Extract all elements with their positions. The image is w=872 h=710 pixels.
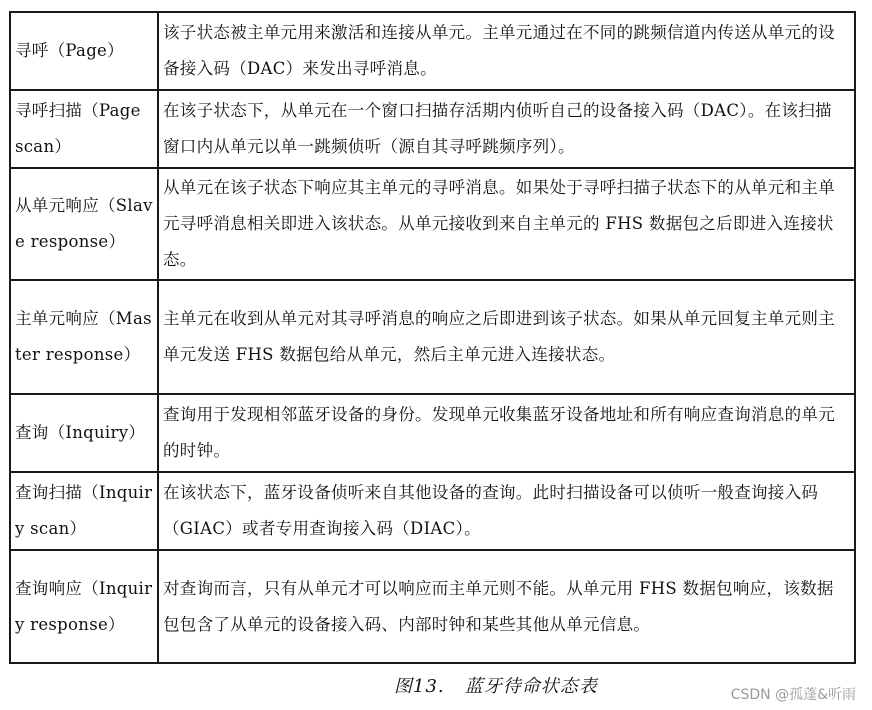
state-description-cell: 在该子状态下，从单元在一个窗口扫描存活期内侦听自己的设备接入码（DAC）。在该扫描窗口内从单元以单一跳频侦听（源自其寻呼跳频序列）。 <box>158 90 855 168</box>
state-name-cell: 寻呼（Page） <box>10 12 158 90</box>
bluetooth-standby-state-table <box>9 11 856 664</box>
state-description-cell: 对查询而言，只有从单元才可以响应而主单元则不能。从单元用 FHS 数据包响应，该数据包包含了从单元的设备接入码、内部时钟和某些其他从单元信息。 <box>158 550 855 663</box>
watermark: CSDN @孤蓬&听雨 <box>730 687 856 703</box>
table-row <box>10 90 855 168</box>
state-name-cell: 查询响应（Inquiry response） <box>10 550 158 663</box>
state-description-cell: 该子状态被主单元用来激活和连接从单元。主单元通过在不同的跳频信道内传送从单元的设备接入码（DAC）来发出寻呼消息。 <box>158 12 855 90</box>
state-description-cell: 主单元在收到从单元对其寻呼消息的响应之后即进到该子状态。如果从单元回复主单元则主单元发送 FHS 数据包给从单元，然后主单元进入连接状态。 <box>158 280 855 394</box>
state-description-cell: 从单元在该子状态下响应其主单元的寻呼消息。如果处于寻呼扫描子状态下的从单元和主单元寻呼消息相关即进入该状态。从单元接收到来自主单元的 FHS 数据包之后即进入连接状态。 <box>158 168 855 280</box>
figure-caption: 图13. 蓝牙待命状态表 <box>394 676 598 697</box>
state-description-cell: 在该状态下，蓝牙设备侦听来自其他设备的查询。此时扫描设备可以侦听一般查询接入码（GIAC）或者专用查询接入码（DIAC）。 <box>158 472 855 550</box>
state-description-cell: 查询用于发现相邻蓝牙设备的身份。发现单元收集蓝牙设备地址和所有响应查询消息的单元的时钟。 <box>158 394 855 472</box>
table-row <box>10 168 855 280</box>
state-name-cell: 寻呼扫描（Page scan） <box>10 90 158 168</box>
table-row <box>10 280 855 394</box>
state-name-cell: 从单元响应（Slave response） <box>10 168 158 280</box>
state-name-cell: 查询（Inquiry） <box>10 394 158 472</box>
table-row <box>10 12 855 90</box>
table-row <box>10 550 855 663</box>
state-name-cell: 查询扫描（Inquiry scan） <box>10 472 158 550</box>
state-name-cell: 主单元响应（Master response） <box>10 280 158 394</box>
table-row <box>10 394 855 472</box>
table-row <box>10 472 855 550</box>
